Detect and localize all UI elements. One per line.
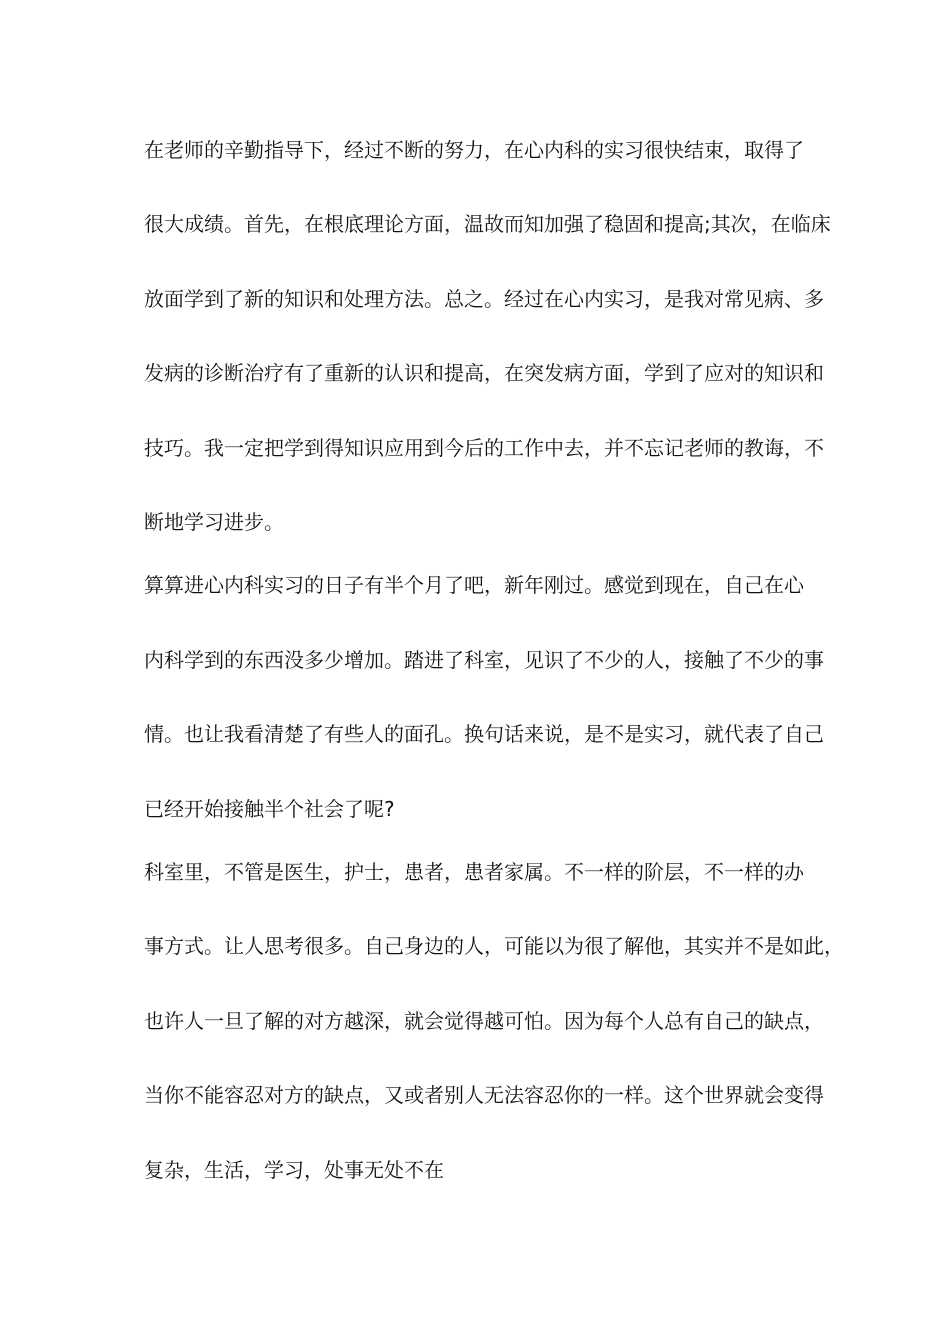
paragraph-1-line-5: 技巧。我一定把学到得知识应用到今后的工作中去，并不忘记老师的教诲，不 bbox=[144, 436, 824, 460]
paragraph-1-line-3: 放面学到了新的知识和处理方法。总之。经过在心内实习，是我对常见病、多 bbox=[144, 287, 824, 311]
paragraph-3-line-5: 复杂，生活，学习，处事无处不在 bbox=[144, 1158, 444, 1182]
paragraph-1-line-4: 发病的诊断治疗有了重新的认识和提高，在突发病方面，学到了应对的知识和 bbox=[144, 361, 824, 385]
paragraph-3-line-2: 事方式。让人思考很多。自己身边的人，可能以为很了解他，其实并不是如此， bbox=[144, 934, 844, 958]
paragraph-2-line-2: 内科学到的东西没多少增加。踏进了科室，见识了不少的人，接触了不少的事 bbox=[144, 648, 824, 672]
paragraph-3-line-3: 也许人一旦了解的对方越深，就会觉得越可怕。因为每个人总有自己的缺点， bbox=[144, 1009, 824, 1033]
paragraph-3-line-4: 当你不能容忍对方的缺点，又或者别人无法容忍你的一样。这个世界就会变得 bbox=[144, 1083, 824, 1107]
paragraph-2-line-3: 情。也让我看清楚了有些人的面孔。换句话来说，是不是实习，就代表了自己 bbox=[144, 722, 824, 746]
paragraph-1-line-6: 断地学习进步。 bbox=[144, 510, 284, 534]
paragraph-1-line-2: 很大成绩。首先，在根底理论方面，温故而知加强了稳固和提高;其次，在临床 bbox=[144, 212, 831, 236]
paragraph-3-line-1: 科室里，不管是医生，护士，患者，患者家属。不一样的阶层，不一样的办 bbox=[144, 860, 804, 884]
paragraph-2-line-1: 算算进心内科实习的日子有半个月了吧，新年刚过。感觉到现在，自己在心 bbox=[144, 573, 804, 597]
paragraph-1-line-1: 在老师的辛勤指导下，经过不断的努力，在心内科的实习很快结束，取得了 bbox=[144, 138, 804, 162]
paragraph-2-line-4: 已经开始接触半个社会了呢? bbox=[144, 797, 395, 821]
